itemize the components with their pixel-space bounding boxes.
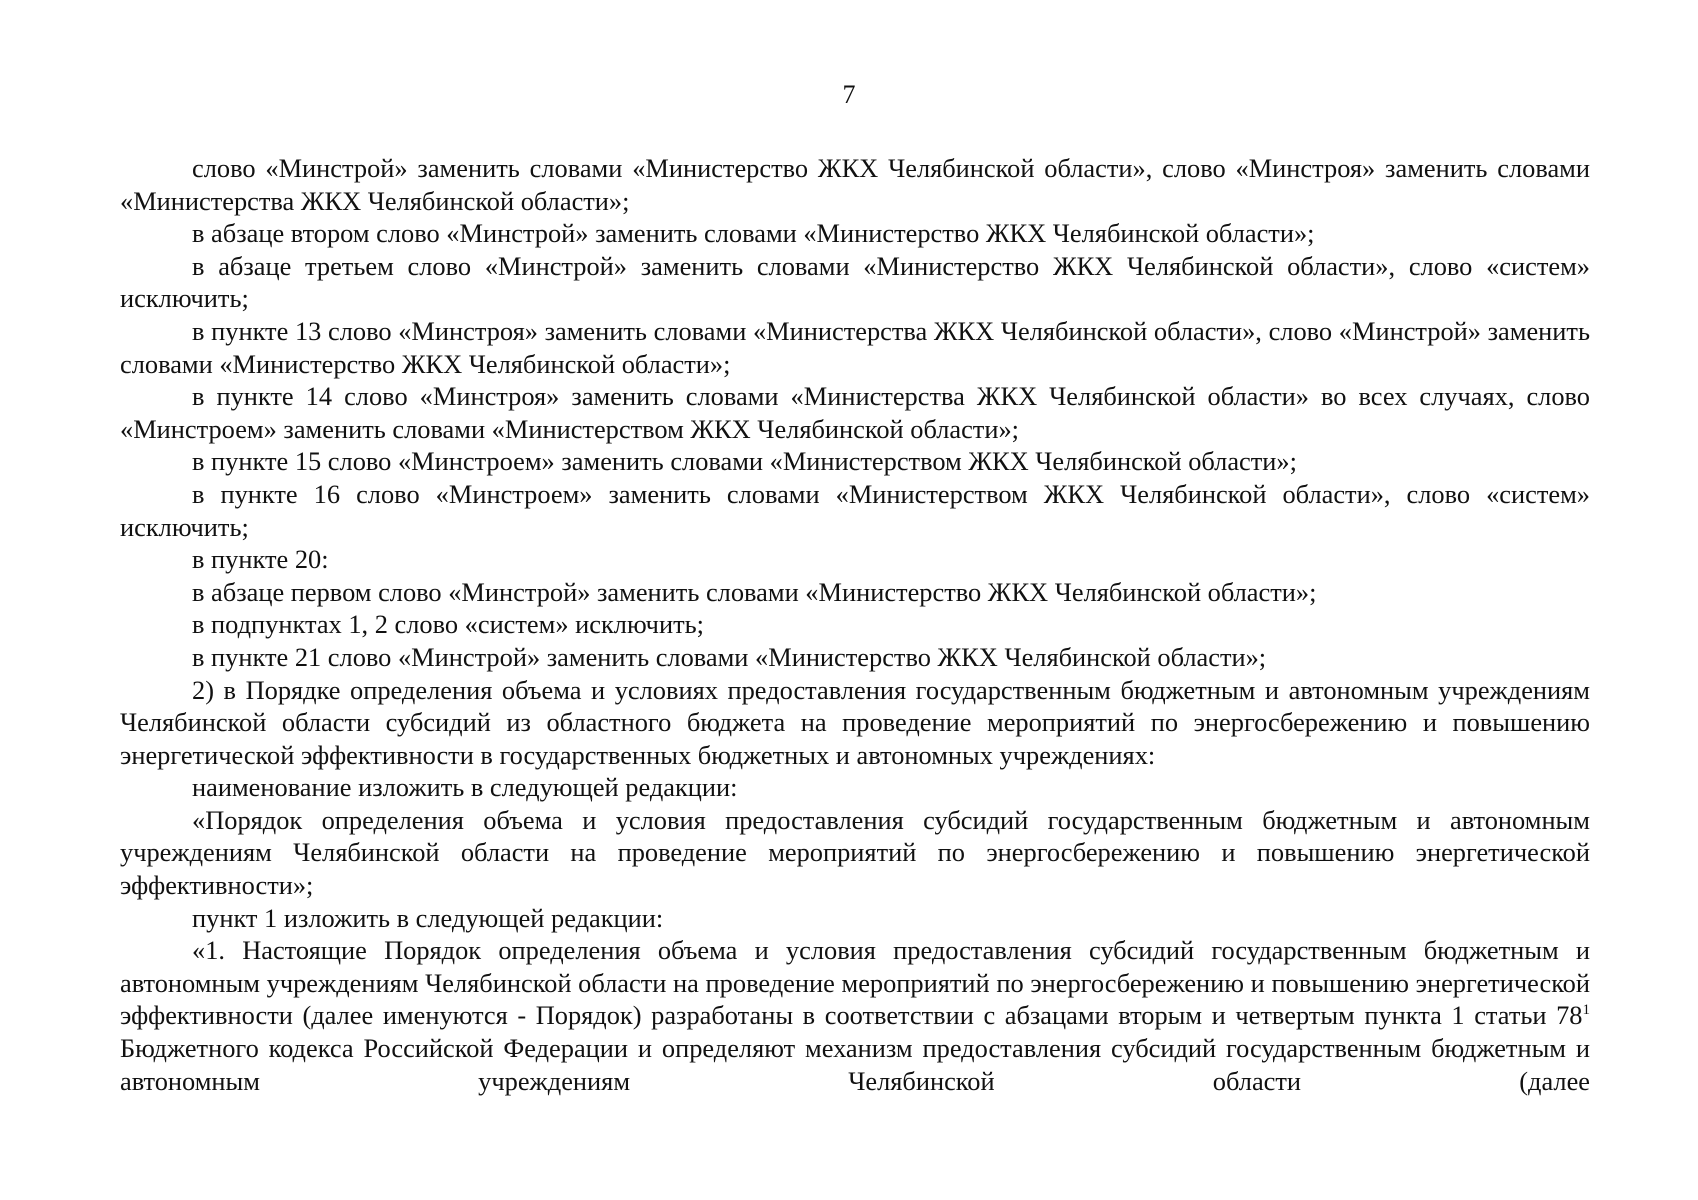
paragraph: в пункте 21 слово «Минстрой» заменить словами «Министерство ЖКХ Челябинской области»; bbox=[192, 641, 1267, 672]
paragraph: в абзаце третьем слово «Минстрой» заменить словами «Министерство ЖКХ Челябинской области», слово «систем» исключить; bbox=[120, 250, 1590, 314]
paragraph: 2) в Порядке определения объема и условиях предоставления государственным бюджетным и автономным учреждениям Челябинской области субсидий из областного бюджета на проведение мероприятий по энергосбережению и повышению энергетической эффективности в государственных бюджетных и автономных учреждениях: bbox=[120, 674, 1590, 770]
paragraph: слово «Минстрой» заменить словами «Министерство ЖКХ Челябинской области», слово «Минстроя» заменить словами «Министерства ЖКХ Челябинской области»; bbox=[120, 153, 1590, 216]
paragraph: в пункте 20: bbox=[192, 544, 329, 575]
paragraph: в пункте 15 слово «Минстроем» заменить словами «Министерством ЖКХ Челябинской области»; bbox=[192, 446, 1297, 477]
paragraph: в пункте 14 слово «Минстроя» заменить словами «Министерства ЖКХ Челябинской области» во всех случаях, слово «Минстроем» заменить словами «Министерством ЖКХ Челябинской области»; bbox=[120, 381, 1590, 444]
paragraph: «Порядок определения объема и условия предоставления субсидий государственным бюджетным и автономным учреждениям Челябинской области на проведение мероприятий по энергосбережению и повышению энергетической эффективности»; bbox=[120, 804, 1590, 901]
paragraph: наименование изложить в следующей редакции: bbox=[192, 772, 738, 803]
paragraph: в пункте 13 слово «Минстроя» заменить словами «Министерства ЖКХ Челябинской области», слово «Минстрой» заменить словами «Министерство ЖКХ Челябинской области»; bbox=[120, 315, 1590, 379]
paragraph: в пункте 16 слово «Минстроем» заменить словами «Министерством ЖКХ Челябинской области», слово «систем» исключить; bbox=[120, 478, 1590, 542]
paragraph-continued bbox=[120, 934, 1590, 1097]
paragraph: в абзаце первом слово «Минстрой» заменить словами «Министерство ЖКХ Челябинской области»; bbox=[192, 576, 1317, 607]
superscript-marker: 1 bbox=[1582, 1002, 1590, 1019]
paragraph: пункт 1 изложить в следующей редакции: bbox=[192, 902, 664, 933]
paragraph: в подпунктах 1, 2 слово «систем» исключить; bbox=[192, 609, 704, 640]
document-body bbox=[120, 152, 1590, 1097]
page-number: 7 bbox=[842, 80, 856, 109]
paragraph: в абзаце втором слово «Минстрой» заменить словами «Министерство ЖКХ Челябинской области»; bbox=[192, 218, 1315, 249]
paragraph-text-part: «1. Настоящие Порядок определения объема и условия предоставления субсидий государственным бюджетным и автономным учреждениям Челябинской области на проведение мероприятий по энергосбережению и повышению энергетической эффективности (далее именуются - Порядок) разработаны в соответствии с абзацами вторым и четвертым пункта 1 статьи 78 bbox=[120, 935, 1590, 1031]
paragraph-text-part: Бюджетного кодекса Российской Федерации и определяют механизм предоставления субсидий государственным бюджетным и автономным учреждениям Челябинской области (далее bbox=[120, 1033, 1590, 1096]
